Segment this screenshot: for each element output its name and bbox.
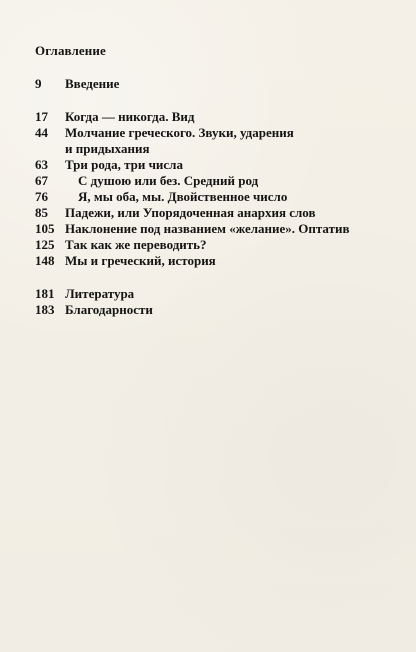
toc-page-number: 125 — [35, 237, 55, 252]
toc-entry-title: Благодарности — [65, 302, 153, 317]
toc-entry-title: Молчание греческого. Звуки, ударения — [65, 125, 294, 140]
toc-entry-title: Введение — [65, 76, 120, 91]
toc-page-number: 181 — [35, 286, 55, 301]
toc-entry — [35, 302, 385, 318]
toc-entry — [35, 173, 385, 189]
toc-entry — [35, 237, 385, 253]
toc-entry — [35, 125, 385, 141]
toc-page-number: 17 — [35, 109, 48, 124]
toc-entry-title: Три рода, три числа — [65, 157, 183, 172]
toc-entry — [35, 76, 385, 92]
toc-page-number: 63 — [35, 157, 48, 172]
toc-page-number: 85 — [35, 205, 48, 220]
toc-entry — [35, 109, 385, 125]
toc-page-number: 76 — [35, 189, 48, 204]
table-of-contents-list — [35, 76, 385, 318]
toc-entry-title: Мы и греческий, история — [65, 253, 216, 268]
toc-page-number: 67 — [35, 173, 48, 188]
toc-entry-title: Так как же переводить? — [65, 237, 207, 252]
table-of-contents-title: Оглавление — [35, 43, 106, 58]
toc-entry — [35, 157, 385, 173]
toc-entry-title: Литература — [65, 286, 135, 301]
toc-entry-title: Когда — никогда. Вид — [65, 109, 195, 124]
toc-entry — [35, 141, 385, 157]
toc-page-number: 9 — [35, 76, 42, 91]
toc-entry — [35, 286, 385, 302]
toc-page-number: 105 — [35, 221, 55, 236]
toc-entry-title: С душою или без. Средний род — [78, 173, 259, 188]
toc-entry — [35, 205, 385, 221]
toc-entry — [35, 189, 385, 205]
toc-entry-title: Наклонение под названием «желание». Оптатив — [65, 221, 350, 236]
toc-page-number: 44 — [35, 125, 48, 140]
toc-page-number: 148 — [35, 253, 55, 268]
toc-page-number: 183 — [35, 302, 55, 317]
toc-entry — [35, 221, 385, 237]
toc-entry-title: Я, мы оба, мы. Двойственное число — [78, 189, 288, 204]
toc-entry — [35, 253, 385, 269]
toc-entry-title: и придыхания — [65, 141, 150, 156]
toc-entry-title: Падежи, или Упорядоченная анархия слов — [65, 205, 316, 220]
